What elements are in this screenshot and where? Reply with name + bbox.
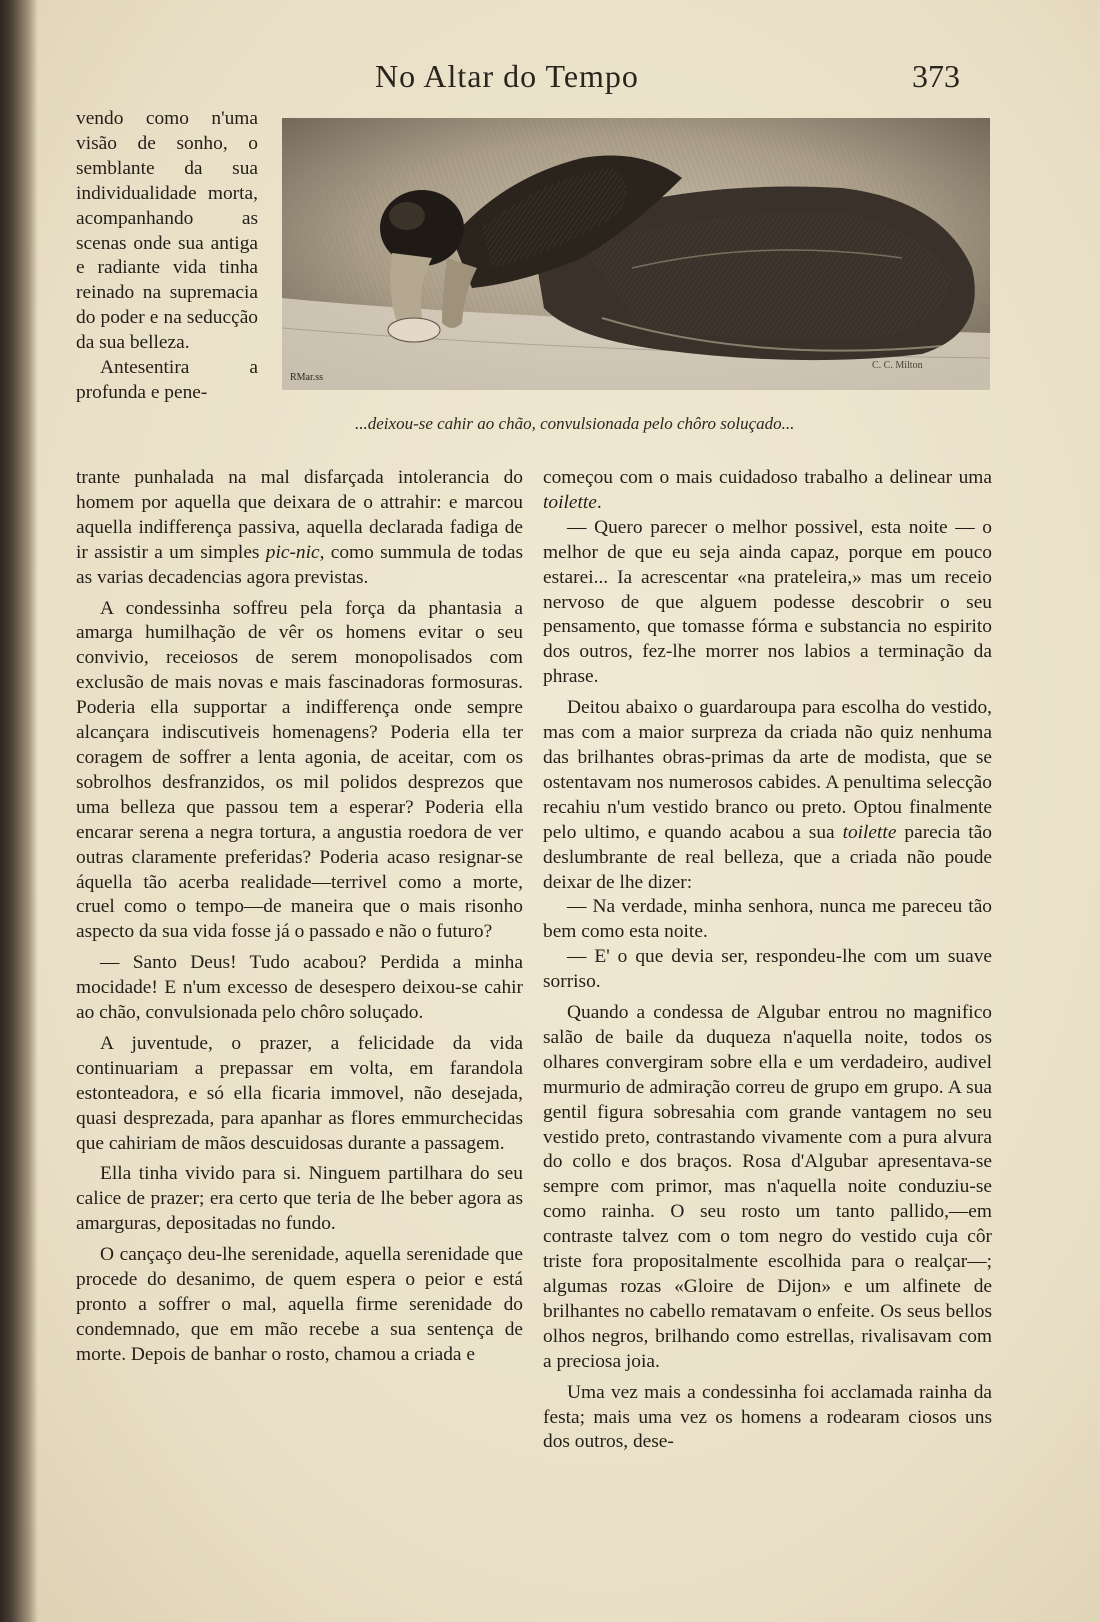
book-spine-shadow [0,0,38,1622]
paragraph: Ella tinha vivido para si. Ninguem partilhara do seu calice de prazer; era certo que teria de lhe beber agora as amarguras, depositadas no fundo. [76,1163,523,1235]
text-column-right [543,466,992,1455]
svg-text:RMar.ss: RMar.ss [290,372,324,383]
paragraph: Deitou abaixo o guardaroupa para escolha do vestido, mas com a maior surpreza da criada não quiz nenhuma das brilhantes obras-primas da arte de modista, que se ostentavam nos numerosos cabides. A penultima selecção recahiu n'um vestido branco ou preto. Optou finalmente pelo ultimo, e quando acabou a sua toilette parecia tão deslumbrante de real belleza, que a criada não poude deixar de lhe dizer: [543,697,992,893]
paragraph: O cançaço deu-lhe serenidade, aquella serenidade que procede do desanimo, de quem espera o peior e está pronto a soffrer o mal, aquella firme serenidade do condemnado, que em mão recebe a sua sentença de morte. Depois de banhar o rosto, chamou a criada e [76,1244,523,1365]
paragraph: Antesentira a profunda e pene- [76,357,258,403]
paragraph: Quando a condessa de Algubar entrou no magnifico salão de baile da duqueza n'aquella noite, todos os olhares convergiram sobre ella e um verdadeiro, audivel murmurio de admiração correu de grupo em grupo. A sua gentil figura sobresahia com grande vantagem no seu vestido preto, contrastando vivamente com a pura alvura do collo e dos braços. Rosa d'Algubar apresentava-se sempre com primor, mas n'aquella noite conduziu-se como rainha. O seu rosto um tanto pallido,—em contraste talvez com o tom negro do vestido cuja côr triste fora propositalmente escolhida para o realçar—; algumas rozas «Gloire de Dijon» e um alfinete de brilhantes no cabello rematavam o enfeite. Os seus bellos olhos negros, brilhando como estrellas, rivalisavam com a preciosa joia. [543,1002,992,1372]
italic-term: pic-nic [265,541,320,563]
text-column-wrap [76,107,258,406]
paragraph: começou com o mais cuidadoso trabalho a delinear uma toilette. [543,467,992,513]
italic-term: toilette [842,821,897,843]
engraving-woman-icon [282,118,990,406]
engraving-illustration [282,118,990,406]
paragraph: — Quero parecer o melhor possivel, esta noite — o melhor de que eu seja ainda capaz, porque em pouco estarei... Ia acrescentar «na prateleira,» mas um receio nervoso de que alguem podesse descobrir o seu pensamento, que tomasse fórma e substancia no espirito dos outros, fez-lhe morrer nos labios a terminação da phrase. [543,516,992,688]
paragraph: — E' o que devia ser, respondeu-lhe com um suave sorriso. [543,946,992,993]
svg-text:C. C. Milton: C. C. Milton [872,360,923,371]
paragraph: vendo como n'uma visão de sonho, o semblante da sua individualidade morta, acompanhando as scenas onde sua antiga e radiante vida tinha reinado na supremacia do poder e na seducção da sua belleza. [76,108,258,354]
paragraph: — Na verdade, minha senhora, nunca me pareceu tão bem como esta noite. [543,896,992,943]
italic-term: toilette [543,491,597,513]
paragraph: trante punhalada na mal disfarçada intolerancia do homem por aquella que deixara de o attrahir: e marcou aquella indifferença passiva, aquella declarada fadiga de ir assistir a um simples pic-nic, como summula de todas as varias decadencias agora previstas. [76,467,523,588]
text-column-left [76,466,523,1368]
paragraph: A juventude, o prazer, a felicidade da vida continuariam a prepassar em volta, em farandola estonteadora, e só ella ficaria immovel, não desejada, quasi desprezada, para apanhar as flores emmurchecidas que cahiriam de mãos descuidosas durante a passagem. [76,1032,523,1154]
page-number: 373 [912,58,960,94]
figure-caption: ...deixou-se cahir ao chão, convulsionada pelo chôro soluçado... [355,414,795,433]
paragraph: Uma vez mais a condessinha foi acclamada rainha da festa; mais uma vez os homens a rodearam ciosos uns dos outros, dese- [543,1381,992,1453]
running-title: No Altar do Tempo [375,58,639,94]
paragraph: A condessinha soffreu pela força da phantasia a amarga humilhação de vêr os homens evitar o seu convivio, receiosos de serem monopolisados com exclusão de mais novas e mais fascinadoras formosuras. Poderia ella supportar a indifferença onde sempre alcançara indiscutiveis homenagens? Poderia ella ter coragem de soffrer a lenta agonia, de aceitar, com os sobrolhos desfranzidos, os mil polidos desprezos que uma belleza que passou tem a esperar? Poderia ella encarar serena a negra tortura, a angustia roedora de ver outras claramente preferidas? Poderia acaso resignar-se áquella tão acerba realidade—terrivel como a morte, cruel como o tempo—de maneira que o mais risonho aspecto da sua vida fosse já o passado e não o futuro? [76,597,523,943]
paragraph: — Santo Deus! Tudo acabou? Perdida a minha mocidade! E n'um excesso de desespero deixou-se cahir ao chão, convulsionada pelo chôro soluçado. [76,952,523,1024]
